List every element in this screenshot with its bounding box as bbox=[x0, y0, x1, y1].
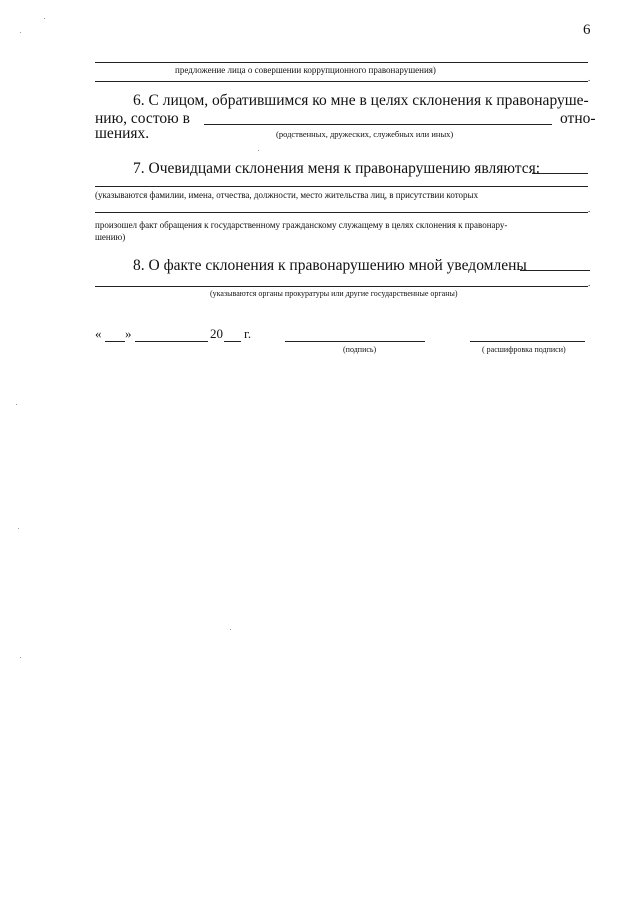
line-end-dot: . bbox=[588, 73, 591, 83]
signature-decoding-label: ( расшифровка подписи) bbox=[482, 345, 566, 354]
item-8-caption: (указываются органы прокуратуры или другие государственные органы) bbox=[210, 289, 458, 298]
witnesses-blank-line bbox=[532, 173, 588, 174]
item-7-caption-1: (указываются фамилии, имена, отчества, должности, место жительства лиц, в присутствии которых bbox=[95, 190, 479, 200]
date-close-quote: » bbox=[125, 326, 132, 341]
signature-line bbox=[285, 341, 425, 342]
year-suffix: г. bbox=[244, 326, 252, 341]
item-8-line-1: 8. О факте склонения к правонарушению мной уведомлены bbox=[133, 257, 527, 274]
item-6-line-1: 6. С лицом, обратившимся ко мне в целях склонения к правонаруше- bbox=[133, 92, 589, 109]
page-number: 6 bbox=[583, 22, 591, 38]
text-line bbox=[95, 212, 588, 213]
line-end-dot: . bbox=[588, 204, 591, 214]
signature-decoding-line bbox=[470, 341, 585, 342]
item-6-line-2-start: нию, состою в bbox=[95, 110, 190, 127]
item-7-caption-3: шению) bbox=[95, 232, 126, 242]
item-6-line-3: шениях. bbox=[95, 125, 150, 142]
item-7-line-1: 7. Очевидцами склонения меня к правонарушению являются: bbox=[133, 160, 541, 177]
date-open-quote: « bbox=[95, 326, 102, 341]
authorities-blank-line bbox=[520, 270, 590, 271]
scan-speck bbox=[230, 629, 231, 630]
line-end-dot: . bbox=[588, 278, 591, 288]
item-6-caption: (родственных, дружеских, служебных или иных) bbox=[276, 129, 454, 139]
scan-speck bbox=[18, 528, 19, 529]
scan-speck bbox=[20, 32, 21, 33]
year-blank-line bbox=[224, 341, 241, 342]
relationship-blank-line bbox=[204, 124, 552, 125]
scan-speck bbox=[20, 657, 21, 658]
signature-label: (подпись) bbox=[343, 345, 377, 354]
item-6-line-2-end: отно- bbox=[560, 110, 596, 127]
text-line bbox=[95, 286, 588, 287]
scan-speck bbox=[44, 18, 45, 19]
month-blank-line bbox=[135, 341, 208, 342]
year-prefix: 20 bbox=[210, 326, 223, 341]
day-blank-line bbox=[105, 341, 125, 342]
text-line bbox=[95, 62, 588, 63]
item-7-caption-2: произошел факт обращения к государственному гражданскому служащему в целях склонения к правонару- bbox=[95, 220, 508, 230]
text-line bbox=[95, 186, 588, 187]
previous-item-caption: предложение лица о совершении коррупционного правонарушения) bbox=[175, 65, 436, 75]
scan-speck bbox=[258, 150, 259, 151]
scan-speck bbox=[16, 404, 17, 405]
text-line bbox=[95, 81, 588, 82]
